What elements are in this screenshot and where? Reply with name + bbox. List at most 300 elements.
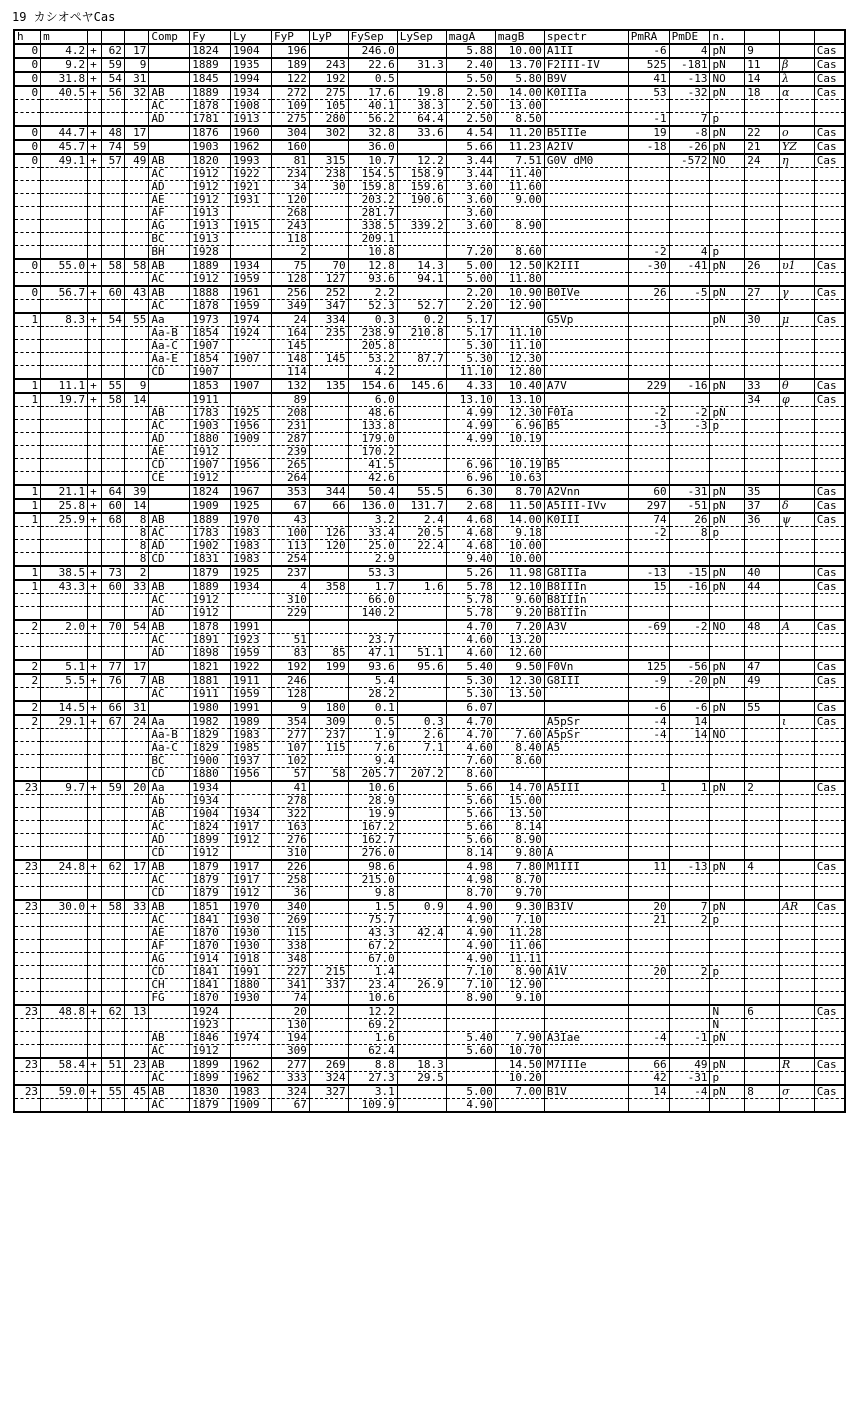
cell-comp — [149, 1019, 190, 1032]
cell-lysep — [397, 860, 446, 874]
cell-dd — [102, 808, 124, 821]
cell-magb: 15.00 — [495, 795, 544, 808]
cell-mm — [124, 407, 149, 420]
cell-mm — [124, 459, 149, 472]
cell-fy: 1888 — [190, 286, 231, 300]
cell-comp: AC — [149, 874, 190, 887]
cell-fyp: 163 — [272, 821, 310, 834]
cell-ly — [231, 446, 272, 459]
cell-greek — [779, 860, 814, 874]
cell-sign — [88, 540, 102, 553]
cell-ly — [231, 594, 272, 607]
cell-spectr: A3V — [544, 620, 628, 634]
cell-pmra — [628, 594, 669, 607]
cell-ly: 1956 — [231, 768, 272, 782]
cell-num — [745, 327, 780, 340]
cell-num: 11 — [745, 58, 780, 72]
cell-comp: FG — [149, 992, 190, 1006]
cell-mm — [124, 233, 149, 246]
cell-fysep: 53.2 — [348, 353, 397, 366]
cell-note: NO — [710, 729, 745, 742]
cell-m — [41, 1045, 88, 1059]
cell-fyp: 160 — [272, 140, 310, 154]
cell-h — [14, 647, 41, 661]
cell-sign: + — [88, 1058, 102, 1072]
cell-note — [710, 181, 745, 194]
cell-dd — [102, 446, 124, 459]
cell-h — [14, 168, 41, 181]
cell-const: Cas — [814, 286, 845, 300]
cell-ly: 1983 — [231, 729, 272, 742]
cell-const — [814, 220, 845, 233]
cell-h — [14, 540, 41, 553]
cell-num — [745, 540, 780, 553]
cell-pmde — [669, 834, 710, 847]
cell-num — [745, 407, 780, 420]
cell-m — [41, 634, 88, 647]
table-row — [14, 553, 845, 567]
cell-lysep: 42.4 — [397, 927, 446, 940]
cell-const — [814, 594, 845, 607]
cell-const: Cas — [814, 513, 845, 527]
cell-pmde — [669, 446, 710, 459]
cell-mm — [124, 874, 149, 887]
cell-fyp: 246 — [272, 674, 310, 688]
cell-maga: 4.60 — [446, 647, 495, 661]
cell-fysep: 170.2 — [348, 446, 397, 459]
table-row — [14, 259, 845, 273]
cell-num — [745, 168, 780, 181]
cell-comp: CH — [149, 979, 190, 992]
table-row — [14, 327, 845, 340]
cell-fysep: 246.0 — [348, 44, 397, 58]
cell-greek — [779, 207, 814, 220]
cell-num — [745, 1058, 780, 1072]
cell-const — [814, 194, 845, 207]
cell-note: p — [710, 914, 745, 927]
cell-m: 56.7 — [41, 286, 88, 300]
cell-magb: 8.40 — [495, 742, 544, 755]
cell-const — [814, 527, 845, 540]
cell-pmra: -1 — [628, 113, 669, 127]
cell-maga: 2.50 — [446, 100, 495, 113]
cell-ly: 1912 — [231, 834, 272, 847]
cell-maga: 4.90 — [446, 940, 495, 953]
table-row — [14, 286, 845, 300]
cell-sign — [88, 446, 102, 459]
cell-spectr — [544, 1072, 628, 1086]
cell-num — [745, 340, 780, 353]
cell-maga — [446, 1058, 495, 1072]
table-row — [14, 366, 845, 380]
cell-num — [745, 940, 780, 953]
cell-pmde — [669, 168, 710, 181]
cell-lyp — [309, 953, 348, 966]
cell-num — [745, 553, 780, 567]
cell-fyp: 243 — [272, 220, 310, 233]
cell-note — [710, 553, 745, 567]
cell-spectr: B1V — [544, 1085, 628, 1099]
cell-magb: 10.70 — [495, 1045, 544, 1059]
cell-m — [41, 472, 88, 486]
cell-greek — [779, 887, 814, 901]
cell-ly: 1934 — [231, 259, 272, 273]
cell-h — [14, 246, 41, 260]
cell-pmra: 229 — [628, 379, 669, 393]
cell-dd — [102, 1072, 124, 1086]
cell-lyp — [309, 634, 348, 647]
cell-sign: + — [88, 701, 102, 715]
cell-greek — [779, 233, 814, 246]
cell-fy: 1912 — [190, 194, 231, 207]
cell-lyp — [309, 887, 348, 901]
cell-num — [745, 887, 780, 901]
cell-mm — [124, 594, 149, 607]
cell-pmra — [628, 446, 669, 459]
cell-lyp — [309, 140, 348, 154]
cell-mm — [124, 688, 149, 702]
cell-pmde — [669, 874, 710, 887]
cell-m: 48.8 — [41, 1005, 88, 1019]
cell-mm — [124, 446, 149, 459]
cell-h: 0 — [14, 44, 41, 58]
cell-fyp: 272 — [272, 86, 310, 100]
cell-pmde — [669, 472, 710, 486]
cell-mm — [124, 647, 149, 661]
cell-ly: 1934 — [231, 580, 272, 594]
cell-lyp — [309, 821, 348, 834]
cell-lysep: 95.6 — [397, 660, 446, 674]
table-row — [14, 1058, 845, 1072]
cell-fysep: 33.4 — [348, 527, 397, 540]
cell-h — [14, 742, 41, 755]
cell-fyp: 189 — [272, 58, 310, 72]
cell-lyp — [309, 246, 348, 260]
cell-fyp: 192 — [272, 660, 310, 674]
cell-note — [710, 874, 745, 887]
cell-comp: AB — [149, 900, 190, 914]
cell-sign: + — [88, 286, 102, 300]
cell-pmra — [628, 755, 669, 768]
cell-fy: 1911 — [190, 688, 231, 702]
cell-lyp — [309, 1045, 348, 1059]
cell-fysep: 93.6 — [348, 273, 397, 287]
cell-comp: AC — [149, 168, 190, 181]
cell-comp: AB — [149, 620, 190, 634]
cell-lyp — [309, 407, 348, 420]
cell-fy: 1889 — [190, 58, 231, 72]
cell-mm — [124, 1019, 149, 1032]
cell-num — [745, 607, 780, 621]
cell-greek: AR — [779, 900, 814, 914]
cell-m: 29.1 — [41, 715, 88, 729]
cell-note — [710, 768, 745, 782]
cell-fyp: 4 — [272, 580, 310, 594]
cell-lysep: 51.1 — [397, 647, 446, 661]
table-row — [14, 634, 845, 647]
cell-maga: 5.00 — [446, 1085, 495, 1099]
cell-const: Cas — [814, 660, 845, 674]
cell-lysep: 145.6 — [397, 379, 446, 393]
cell-num: 2 — [745, 781, 780, 795]
cell-fysep: 67.2 — [348, 940, 397, 953]
cell-dd: 62 — [102, 44, 124, 58]
cell-ly: 1989 — [231, 715, 272, 729]
cell-pmde — [669, 366, 710, 380]
cell-note: pN — [710, 860, 745, 874]
cell-fy: 1899 — [190, 1058, 231, 1072]
cell-spectr — [544, 194, 628, 207]
cell-const — [814, 273, 845, 287]
cell-m — [41, 300, 88, 314]
cell-fy: 1902 — [190, 540, 231, 553]
cell-num: 9 — [745, 44, 780, 58]
cell-magb: 10.90 — [495, 286, 544, 300]
cell-const: Cas — [814, 566, 845, 580]
cell-note: pN — [710, 44, 745, 58]
cell-fysep: 136.0 — [348, 499, 397, 513]
cell-lyp: 315 — [309, 154, 348, 168]
cell-h — [14, 300, 41, 314]
cell-num: 40 — [745, 566, 780, 580]
cell-spectr: A — [544, 847, 628, 861]
cell-pmra — [628, 220, 669, 233]
cell-h — [14, 834, 41, 847]
cell-spectr: B9V — [544, 72, 628, 86]
cell-fyp: 100 — [272, 527, 310, 540]
cell-const — [814, 1019, 845, 1032]
cell-note — [710, 795, 745, 808]
cell-h — [14, 472, 41, 486]
cell-pmra — [628, 340, 669, 353]
cell-note: pN — [710, 1032, 745, 1045]
cell-m — [41, 755, 88, 768]
cell-spectr — [544, 834, 628, 847]
cell-fysep: 140.2 — [348, 607, 397, 621]
cell-sign — [88, 729, 102, 742]
cell-h — [14, 446, 41, 459]
cell-fy: 1824 — [190, 821, 231, 834]
cell-lyp: 145 — [309, 353, 348, 366]
cell-comp: AC — [149, 1099, 190, 1113]
cell-greek — [779, 834, 814, 847]
cell-sign — [88, 755, 102, 768]
cell-fy: 1853 — [190, 379, 231, 393]
cell-lysep — [397, 966, 446, 979]
cell-m — [41, 459, 88, 472]
cell-maga: 6.07 — [446, 701, 495, 715]
cell-pmra: 15 — [628, 580, 669, 594]
table-row — [14, 729, 845, 742]
table-row — [14, 540, 845, 553]
cell-fy: 1845 — [190, 72, 231, 86]
cell-ly: 1983 — [231, 1085, 272, 1099]
cell-magb: 9.70 — [495, 887, 544, 901]
cell-pmde: 4 — [669, 246, 710, 260]
cell-const: Cas — [814, 620, 845, 634]
table-row — [14, 407, 845, 420]
cell-spectr — [544, 540, 628, 553]
cell-lyp — [309, 446, 348, 459]
cell-lyp: 344 — [309, 485, 348, 499]
table-row — [14, 580, 845, 594]
cell-magb: 10.63 — [495, 472, 544, 486]
table-row — [14, 768, 845, 782]
cell-spectr: B8IIIn — [544, 607, 628, 621]
cell-h — [14, 181, 41, 194]
table-body — [14, 44, 845, 1112]
header-pmra: PmRA — [628, 30, 669, 44]
cell-pmra — [628, 433, 669, 446]
cell-num — [745, 1099, 780, 1113]
cell-comp: AB — [149, 259, 190, 273]
cell-note: pN — [710, 580, 745, 594]
cell-ly — [231, 1019, 272, 1032]
cell-pmde — [669, 313, 710, 327]
cell-lysep: 0.2 — [397, 313, 446, 327]
cell-fyp: 278 — [272, 795, 310, 808]
cell-m — [41, 607, 88, 621]
cell-lysep — [397, 207, 446, 220]
cell-lysep — [397, 366, 446, 380]
cell-greek — [779, 768, 814, 782]
cell-comp: AD — [149, 181, 190, 194]
cell-pmra: -18 — [628, 140, 669, 154]
cell-const — [814, 755, 845, 768]
cell-dd: 66 — [102, 701, 124, 715]
cell-greek: ι — [779, 715, 814, 729]
cell-fysep: 205.7 — [348, 768, 397, 782]
cell-lyp — [309, 834, 348, 847]
cell-greek — [779, 940, 814, 953]
cell-m — [41, 273, 88, 287]
cell-spectr — [544, 393, 628, 407]
cell-lysep: 14.3 — [397, 259, 446, 273]
cell-num — [745, 1045, 780, 1059]
cell-note — [710, 366, 745, 380]
cell-num — [745, 1019, 780, 1032]
cell-fy: 1846 — [190, 1032, 231, 1045]
cell-ly: 1923 — [231, 634, 272, 647]
cell-greek — [779, 181, 814, 194]
cell-lyp: 280 — [309, 113, 348, 127]
cell-fy: 1878 — [190, 620, 231, 634]
cell-lyp — [309, 566, 348, 580]
cell-note — [710, 168, 745, 181]
cell-dd — [102, 233, 124, 246]
header-pmde: PmDE — [669, 30, 710, 44]
cell-num — [745, 715, 780, 729]
cell-num — [745, 446, 780, 459]
double-star-table — [13, 29, 846, 1113]
cell-const — [814, 821, 845, 834]
cell-lysep — [397, 914, 446, 927]
cell-const — [814, 742, 845, 755]
cell-mm: 17 — [124, 126, 149, 140]
cell-fyp: 67 — [272, 1099, 310, 1113]
cell-fysep: 75.7 — [348, 914, 397, 927]
cell-m — [41, 688, 88, 702]
cell-greek — [779, 353, 814, 366]
cell-fysep: 3.2 — [348, 513, 397, 527]
cell-lysep — [397, 953, 446, 966]
cell-maga: 5.30 — [446, 353, 495, 366]
cell-pmra — [628, 207, 669, 220]
cell-maga: 4.90 — [446, 900, 495, 914]
cell-fysep: 276.0 — [348, 847, 397, 861]
cell-mm — [124, 927, 149, 940]
cell-comp — [149, 126, 190, 140]
cell-magb: 8.90 — [495, 834, 544, 847]
cell-fysep: 17.6 — [348, 86, 397, 100]
cell-num — [745, 927, 780, 940]
cell-magb: 12.60 — [495, 647, 544, 661]
cell-magb: 12.30 — [495, 353, 544, 366]
cell-m — [41, 927, 88, 940]
cell-mm: 13 — [124, 1005, 149, 1019]
cell-magb — [495, 233, 544, 246]
table-row — [14, 1099, 845, 1113]
cell-sign: + — [88, 1005, 102, 1019]
cell-mm — [124, 821, 149, 834]
cell-lysep — [397, 992, 446, 1006]
table-row — [14, 1019, 845, 1032]
cell-num — [745, 755, 780, 768]
cell-h: 23 — [14, 900, 41, 914]
cell-h: 23 — [14, 781, 41, 795]
cell-ly: 1925 — [231, 566, 272, 580]
cell-mm — [124, 742, 149, 755]
header-note: n. — [710, 30, 745, 44]
cell-h — [14, 527, 41, 540]
cell-sign — [88, 979, 102, 992]
cell-h — [14, 821, 41, 834]
cell-lysep: 131.7 — [397, 499, 446, 513]
cell-fyp: 256 — [272, 286, 310, 300]
cell-pmde — [669, 1019, 710, 1032]
cell-mm — [124, 940, 149, 953]
cell-note — [710, 194, 745, 207]
cell-note — [710, 634, 745, 647]
cell-lyp — [309, 1032, 348, 1045]
cell-pmra — [628, 768, 669, 782]
cell-pmde: 7 — [669, 900, 710, 914]
cell-lyp: 58 — [309, 768, 348, 782]
cell-num — [745, 834, 780, 847]
cell-pmra: 1 — [628, 781, 669, 795]
cell-lyp — [309, 781, 348, 795]
cell-pmra — [628, 1019, 669, 1032]
table-row — [14, 953, 845, 966]
cell-fyp: 194 — [272, 1032, 310, 1045]
cell-pmra: -13 — [628, 566, 669, 580]
cell-mm — [124, 168, 149, 181]
cell-magb: 14.50 — [495, 1058, 544, 1072]
cell-fyp: 102 — [272, 755, 310, 768]
cell-spectr — [544, 701, 628, 715]
cell-lyp — [309, 940, 348, 953]
cell-spectr: A5III — [544, 781, 628, 795]
cell-pmde: -56 — [669, 660, 710, 674]
cell-m: 55.0 — [41, 259, 88, 273]
cell-greek — [779, 194, 814, 207]
cell-spectr — [544, 914, 628, 927]
cell-pmra — [628, 194, 669, 207]
cell-note — [710, 940, 745, 953]
table-header — [14, 30, 845, 44]
cell-spectr — [544, 433, 628, 446]
cell-pmde — [669, 340, 710, 353]
